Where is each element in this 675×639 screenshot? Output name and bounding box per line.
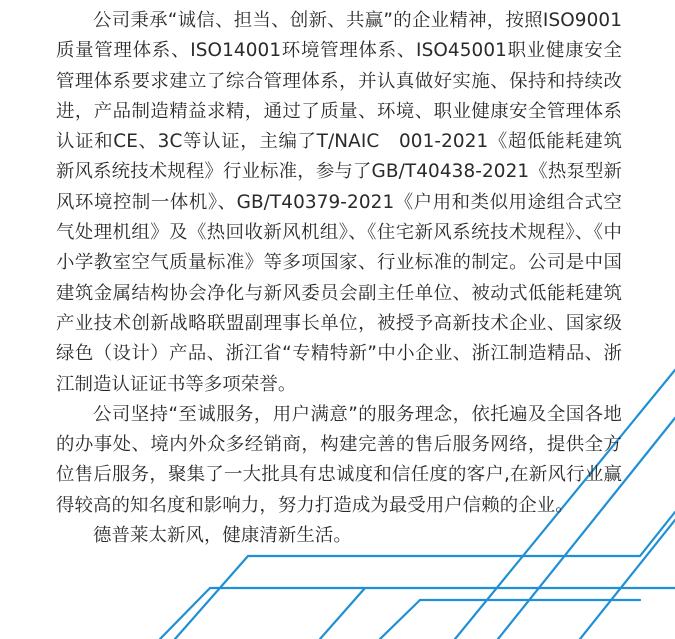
paragraph-company-spirit: 公司秉承“诚信、担当、创新、共赢”的企业精神，按照ISO9001质量管理体系、ISO14001环境管理体系、ISO45001职业健康安全管理体系要求建立了综合管理体系，并认真做好实施、保持和持续改进，产品制造精益求精，通过了质量、环境、职业健康安全管理体系认证和CE、3C等认证，主编了T/NAIC 001-2021《超低能耗建筑新风系统技术规程》行业标准，参与了GB/T40438-2021《热泵型新风环境控制一体机》、GB/T40379-2021《户用和类似用途组合式空气处理机组》及《热回收新风机组》、《住宅新风系统技术规程》、《中小学教室空气质量标准》等多项国家、行业标准的制定。公司是中国建筑金属结构协会净化与新风委员会副主任单位、被动式低能耗建筑产业技术创新战略联盟副理事长单位，被授予高新技术企业、国家级绿色（设计）产品、浙江省“专精特新”中小企业、浙江制造精品、浙江制造认证证书等多项荣誉。 xyxy=(56,10,622,395)
paragraph-slogan: 德普莱太新风，健康清新生活。 xyxy=(93,525,352,547)
body-text xyxy=(56,6,622,551)
deco-line xyxy=(175,556,248,639)
paragraph-service-concept: 公司坚持“至诚服务，用户满意”的服务理念，依托遍及全国各地的办事处、境内外众多经销商，构建完善的售后服务网络，提供全方位售后服务，聚集了一大批具有忠诚度和信任度的客户,在新风行业赢得较高的知名度和影响力，努力打造成为最受用户信赖的企业。 xyxy=(56,403,622,516)
deco-line xyxy=(160,588,210,639)
deco-line xyxy=(320,588,365,639)
deco-line xyxy=(380,600,420,639)
